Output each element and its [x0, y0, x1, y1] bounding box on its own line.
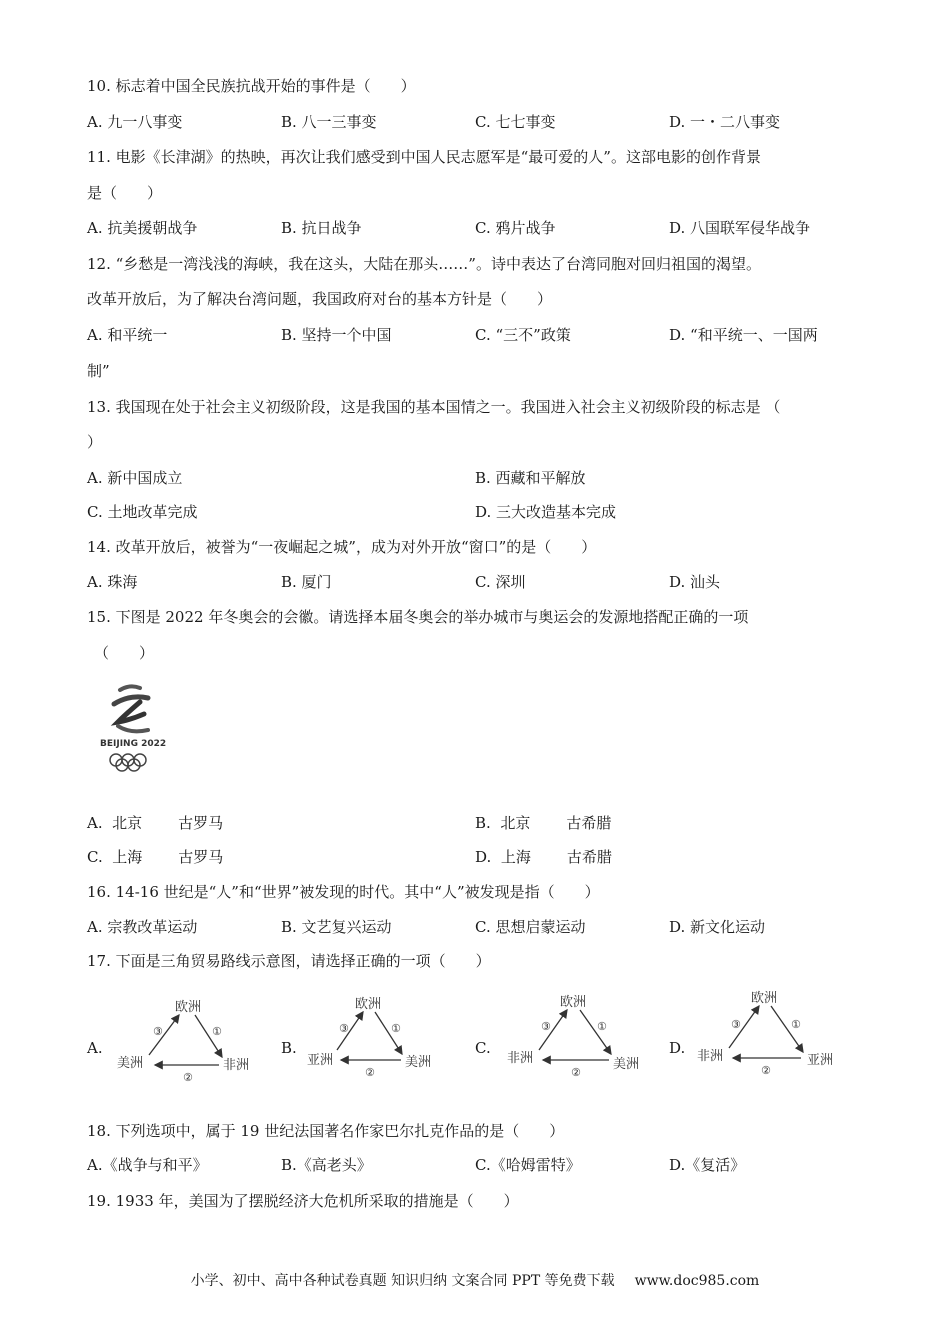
q11-option-b: B. 抗日战争	[281, 219, 362, 237]
q15-option-c	[87, 847, 223, 867]
diagram-b-right: 美洲	[405, 1055, 432, 1070]
diagram-a-n3: ③	[153, 1025, 163, 1038]
diagram-d-n1: ①	[791, 1018, 801, 1031]
question-14-stem: 14. 改革开放后，被誉为“一夜崛起之城”，成为对外开放“窗口”的是（ ）	[87, 538, 597, 556]
q10-option-b: B. 八一三事变	[281, 113, 377, 131]
beijing-2022-emblem	[96, 680, 186, 775]
q15-option-c-label: C.	[87, 848, 103, 866]
question-10-stem: 10. 标志着中国全民族抗战开始的事件是（ ）	[87, 77, 416, 95]
q12-option-b: B. 坚持一个中国	[281, 326, 392, 344]
q16-option-b: B. 文艺复兴运动	[281, 918, 392, 936]
q15-option-c-origin: 古罗马	[178, 848, 224, 866]
q15-option-b	[475, 813, 611, 833]
q15-option-d-origin: 古希腊	[566, 848, 612, 866]
q15-option-a-label: A.	[87, 814, 103, 832]
q16-option-c: C. 思想启蒙运动	[475, 918, 586, 936]
q17-option-a-label: A.	[87, 1039, 103, 1057]
question-15-stem: 15. 下图是 2022 年冬奥会的会徽。请选择本届冬奥会的举办城市与奥运会的发源地搭配正确的一项	[87, 608, 749, 626]
diagram-a-top: 欧洲	[175, 1000, 202, 1015]
q15-option-b-origin: 古希腊	[566, 814, 612, 832]
emblem-text: BEIJING 2022	[100, 739, 167, 749]
diagram-c-top: 欧洲	[560, 995, 587, 1010]
q13-option-c: C. 土地改革完成	[87, 503, 198, 521]
question-13-stem: 13. 我国现在处于社会主义初级阶段，这是我国的基本国情之一。我国进入社会主义初级阶段的标志是 （	[87, 398, 781, 416]
q10-option-d: D. 一・二八事变	[669, 113, 781, 131]
q18-option-c: C.《哈姆雷特》	[475, 1156, 581, 1174]
diagram-c-n3: ③	[541, 1020, 551, 1033]
q18-option-b: B.《高老头》	[281, 1156, 372, 1174]
q17-diagram-d	[695, 986, 855, 1076]
diagram-c-n2: ②	[571, 1066, 581, 1079]
diagram-c-left: 非洲	[507, 1051, 534, 1066]
q13-option-a: A. 新中国成立	[87, 469, 183, 487]
q17-option-c-label: C.	[475, 1039, 491, 1057]
diagram-d-top: 欧洲	[751, 991, 778, 1006]
q15-option-d-label: D.	[475, 848, 492, 866]
q13-option-b: B. 西藏和平解放	[475, 469, 586, 487]
q14-option-b: B. 厦门	[281, 573, 332, 591]
diagram-b-n3: ③	[339, 1022, 349, 1035]
q11-option-a: A. 抗美援朝战争	[87, 219, 198, 237]
diagram-d-right: 亚洲	[807, 1053, 834, 1068]
page-footer	[0, 1270, 950, 1290]
q16-option-d: D. 新文化运动	[669, 918, 766, 936]
q14-option-d: D. 汕头	[669, 573, 721, 591]
q14-option-c: C. 深圳	[475, 573, 526, 591]
q10-option-c: C. 七七事变	[475, 113, 556, 131]
q15-option-a-city: 北京	[112, 814, 143, 832]
diagram-b-top: 欧洲	[355, 997, 382, 1012]
diagram-d-n3: ③	[731, 1018, 741, 1031]
q17-option-b-label: B.	[281, 1039, 297, 1057]
question-11-stem: 11. 电影《长津湖》的热映，再次让我们感受到中国人民志愿军是“最可爱的人”。这部电影的创作背景	[87, 148, 761, 166]
question-16-stem: 16. 14-16 世纪是“人”和“世界”被发现的时代。其中“人”被发现是指（ ）	[87, 883, 600, 901]
diagram-b-n1: ①	[391, 1022, 401, 1035]
diagram-b-n2: ②	[365, 1066, 375, 1079]
q15-option-d	[475, 847, 612, 867]
q12-option-d: D. “和平统一、一国两	[669, 326, 818, 344]
footer-site-link[interactable]: www.doc985.com	[634, 1273, 760, 1289]
question-18-stem: 18. 下列选项中，属于 19 世纪法国著名作家巴尔扎克作品的是（ ）	[87, 1122, 565, 1140]
q13-option-d: D. 三大改造基本完成	[475, 503, 617, 521]
q15-option-b-label: B.	[475, 814, 491, 832]
diagram-d-left: 非洲	[697, 1049, 724, 1064]
question-11-stem-cont: 是（ ）	[87, 184, 163, 202]
diagram-c-n1: ①	[597, 1020, 607, 1033]
question-15-stem-cont: （ ）	[94, 644, 155, 662]
q12-option-d-wrap: 制”	[87, 362, 110, 380]
q14-option-a: A. 珠海	[87, 573, 138, 591]
question-12-stem-cont: 改革开放后，为了解决台湾问题，我国政府对台的基本方针是（ ）	[87, 290, 553, 308]
q18-option-a: A.《战争与和平》	[87, 1156, 208, 1174]
question-13-stem-cont: ）	[87, 433, 103, 451]
question-17-stem: 17. 下面是三角贸易路线示意图，请选择正确的一项（ ）	[87, 952, 491, 970]
q15-option-b-city: 北京	[500, 814, 531, 832]
q15-option-a-origin: 古罗马	[178, 814, 224, 832]
q15-option-c-city: 上海	[112, 848, 143, 866]
q15-option-d-city: 上海	[500, 848, 531, 866]
diagram-b-left: 亚洲	[307, 1053, 334, 1068]
q17-diagram-c	[505, 990, 665, 1080]
q10-option-a: A. 九一八事变	[87, 113, 183, 131]
footer-text: 小学、初中、高中各种试卷真题 知识归纳 文案合同 PPT 等免费下载	[190, 1273, 615, 1289]
q12-option-c: C. “三不”政策	[475, 326, 571, 344]
diagram-a-left: 美洲	[117, 1056, 144, 1071]
q12-option-a: A. 和平统一	[87, 326, 168, 344]
question-12-stem: 12. “乡愁是一湾浅浅的海峡，我在这头，大陆在那头……”。诗中表达了台湾同胞对回归祖国的渴望。	[87, 255, 761, 273]
q17-diagram-b	[305, 992, 465, 1082]
q15-option-a	[87, 813, 223, 833]
q18-option-d: D.《复活》	[669, 1156, 746, 1174]
diagram-a-n1: ①	[212, 1025, 222, 1038]
diagram-d-n2: ②	[761, 1064, 771, 1077]
q17-option-d-label: D.	[669, 1039, 686, 1057]
diagram-a-right: 非洲	[223, 1058, 250, 1073]
q17-diagram-a	[115, 995, 275, 1085]
q11-option-d: D. 八国联军侵华战争	[669, 219, 811, 237]
q16-option-a: A. 宗教改革运动	[87, 918, 198, 936]
question-19-stem: 19. 1933 年，美国为了摆脱经济大危机所采取的措施是（ ）	[87, 1192, 519, 1210]
q11-option-c: C. 鸦片战争	[475, 219, 556, 237]
diagram-a-n2: ②	[183, 1071, 193, 1084]
diagram-c-right: 美洲	[613, 1057, 640, 1072]
